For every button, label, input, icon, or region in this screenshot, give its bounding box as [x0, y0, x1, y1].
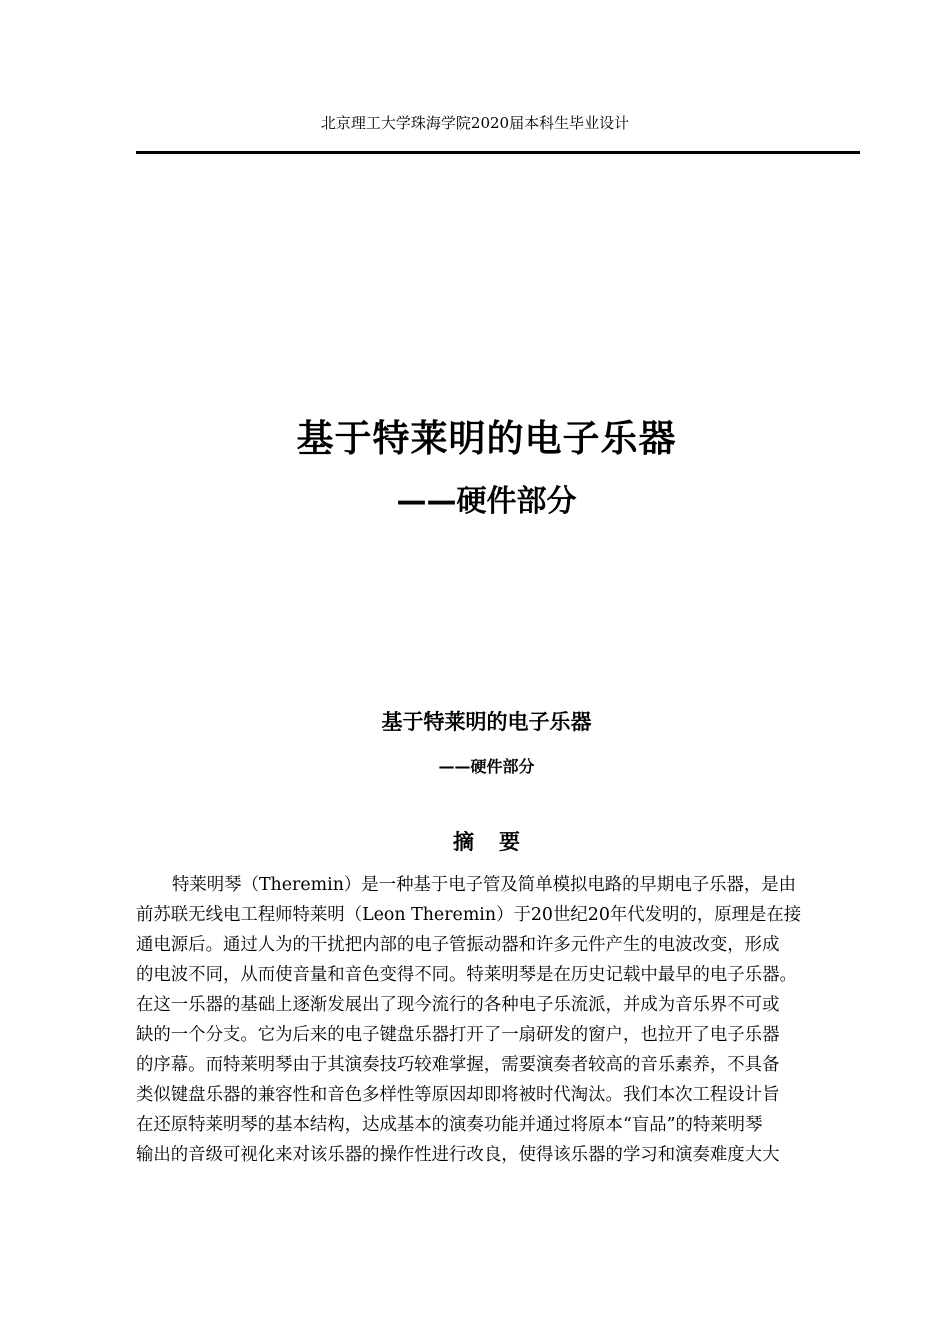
abstract-line: 输出的音级可视化来对该乐器的操作性进行改良，使得该乐器的学习和演奏难度大大 — [136, 1145, 780, 1165]
abstract-line: 前苏联无线电工程师特莱明（Leon Theremin）于20世纪20年代发明的，原理是在接 — [136, 905, 802, 925]
abstract-heading: 摘 要 — [453, 830, 522, 854]
page-header: 北京理工大学珠海学院2020届本科生毕业设计 — [320, 114, 630, 132]
cover-title: 基于特莱明的电子乐器 — [296, 417, 677, 460]
abstract-line: 在这一乐器的基础上逐渐发展出了现今流行的各种电子乐流派，并成为音乐界不可或 — [136, 995, 780, 1015]
abstract-line: 特莱明琴（Theremin）是一种基于电子管及简单模拟电路的早期电子乐器，是由 — [172, 875, 797, 895]
abstract-line: 的序幕。而特莱明琴由于其演奏技巧较难掌握，需要演奏者较高的音乐素养，不具备 — [136, 1055, 780, 1075]
cover-subtitle: ——硬件部分 — [396, 484, 577, 519]
abstract-body — [136, 870, 862, 1170]
abstract-line: 的电波不同，从而使音量和音色变得不同。特莱明琴是在历史记载中最早的电子乐器。 — [136, 965, 797, 985]
abstract-section-title: 基于特莱明的电子乐器 — [381, 710, 592, 734]
abstract-line: 通电源后。通过人为的干扰把内部的电子管振动器和许多元件产生的电波改变，形成 — [136, 935, 780, 955]
abstract-line: 类似键盘乐器的兼容性和音色多样性等原因却即将被时代淘汰。我们本次工程设计旨 — [136, 1085, 780, 1105]
abstract-line: 在还原特莱明琴的基本结构，达成基本的演奏功能并通过将原本“盲品”的特莱明琴 — [136, 1115, 763, 1135]
abstract-section-subtitle: ——硬件部分 — [438, 757, 535, 776]
abstract-line: 缺的一个分支。它为后来的电子键盘乐器打开了一扇研发的窗户，也拉开了电子乐器 — [136, 1025, 780, 1045]
header-rule-thin — [136, 153, 860, 154]
